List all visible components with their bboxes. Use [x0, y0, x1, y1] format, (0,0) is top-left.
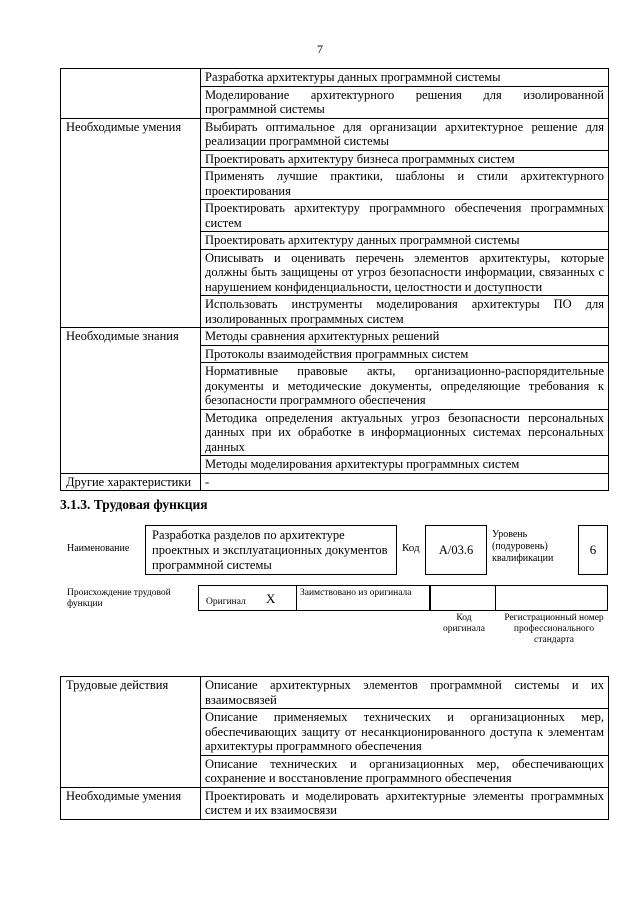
table-cell: Применять лучшие практики, шаблоны и стили архитектурного проектирования: [201, 168, 609, 200]
table-cell: Методы сравнения архитектурных решений: [201, 328, 609, 346]
table-cell: Проектировать архитектуру бизнеса программных систем: [201, 150, 609, 168]
table-row: [61, 328, 609, 346]
table-cell: Описание применяемых технических и организационных мер, обеспечивающих защиту от несанкционированного доступа к элементам архитектуры программного обеспечения: [201, 709, 609, 756]
table-cell: Разработка архитектуры данных программной системы: [201, 69, 609, 87]
table-cell: Методы моделирования архитектуры программных систем: [201, 456, 609, 474]
borrowed-label: Заимствовано из оригинала: [300, 588, 412, 598]
code-box: [425, 525, 487, 575]
origin-code-caption: Код оригинала: [443, 613, 485, 634]
table-cell: Протоколы взаимодействия программных систем: [201, 345, 609, 363]
original-mark: X: [266, 591, 276, 606]
table-cell: Нормативные правовые акты, организационно-распорядительные документы и методические документы, определяющие требования к безопасности программного обеспечения: [201, 363, 609, 410]
page-number: 7: [317, 42, 323, 56]
table-cell: Моделирование архитектурного решения для изолированной программной системы: [201, 86, 609, 118]
table-cell: Проектировать архитектуру данных программной системы: [201, 232, 609, 250]
table-row: [61, 118, 609, 150]
table-cell: Проектировать архитектуру программного обеспечения программных систем: [201, 200, 609, 232]
actions-table: [60, 676, 609, 820]
code-value: A/03.6: [438, 542, 474, 557]
origin-code-cell: [430, 585, 496, 611]
row-label: Другие характеристики: [61, 473, 201, 491]
function-name: Разработка разделов по архитектуре проектных и эксплуатационных документов программной системы: [152, 528, 388, 572]
function-name-box: [145, 525, 397, 575]
table-row: [61, 69, 609, 87]
table-row: [61, 677, 609, 709]
level-label: Уровень (подуровень) квалификации: [492, 529, 554, 564]
code-label: Код: [402, 542, 420, 554]
row-label: Трудовые действия: [61, 677, 201, 788]
name-label: Наименование: [67, 543, 130, 554]
table-cell: Описывать и оценивать перечень элементов архитектуры, которые должны быть защищены от угроз безопасности информации, связанных с нарушением конфиденциальности, целостности и доступности: [201, 249, 609, 296]
row-label: Необходимые знания: [61, 328, 201, 474]
original-label: Оригинал: [206, 597, 246, 607]
table-row: [61, 787, 609, 819]
requirements-table: [60, 68, 609, 491]
table-cell: Выбирать оптимальное для организации архитектурное решение для реализации программной системы: [201, 118, 609, 150]
table-cell: Методика определения актуальных угроз безопасности персональных данных при их обработке в информационных системах персональных данных: [201, 409, 609, 456]
level-box: [578, 525, 608, 575]
table-cell: Описание технических и организационных мер, обеспечивающих сохранение и восстановление программного обеспечения: [201, 755, 609, 787]
level-value: 6: [589, 542, 597, 557]
row-label: Необходимые умения: [61, 787, 201, 819]
section-title: 3.1.3. Трудовая функция: [60, 497, 208, 512]
table-row: [61, 473, 609, 491]
table-cell: Проектировать и моделировать архитектурные элементы программных систем и их взаимосвязи: [201, 787, 609, 819]
table-cell: Описание архитектурных элементов программной системы и их взаимосвязей: [201, 677, 609, 709]
reg-number-caption: Регистрационный номер профессионального стандарта: [504, 613, 604, 645]
table-cell: Использовать инструменты моделирования архитектуры ПО для изолированных программных систем: [201, 296, 609, 328]
origin-label: Происхождение трудовой функции: [67, 588, 171, 609]
row-label: Необходимые умения: [61, 118, 201, 328]
row-label: [61, 69, 201, 119]
table-cell: -: [201, 473, 609, 491]
